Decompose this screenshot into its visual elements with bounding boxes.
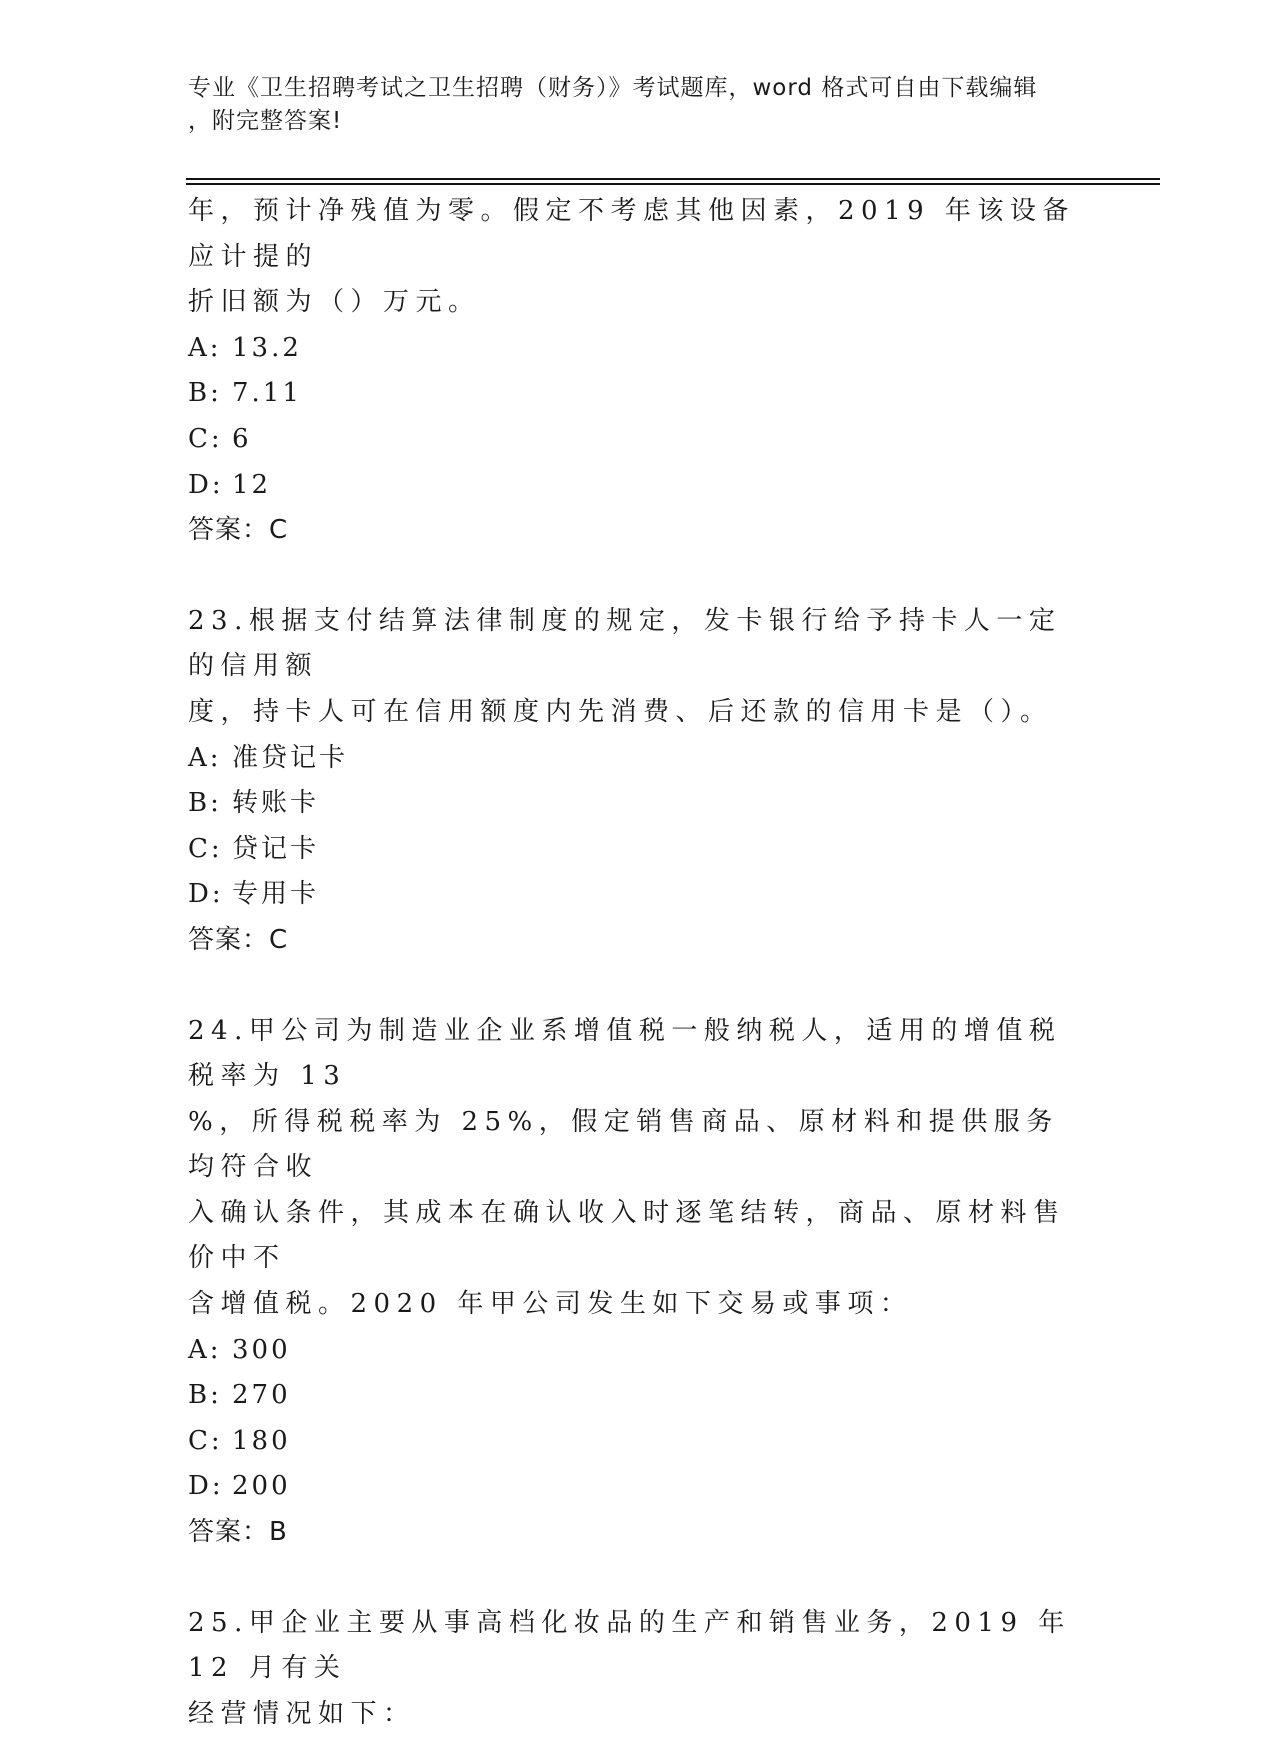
option-letter: B: (188, 378, 222, 409)
option-text: 300 (232, 1334, 291, 1365)
option-text: 准贷记卡 (232, 742, 349, 773)
option-text: 6 (232, 423, 252, 454)
option-text: 200 (232, 1471, 291, 1502)
question-spacer (188, 554, 1088, 599)
question-text-line: 23.根据支付结算法律制度的规定，发卡银行给予持卡人一定的信用额 (188, 605, 1062, 682)
question-text-line: 折旧额为（）万元。 (188, 287, 481, 318)
question-spacer (188, 1556, 1088, 1601)
header-line-1: 专业《卫生招聘考试之卫生招聘（财务）》考试题库，word 格式可自由下载编辑 (188, 75, 1038, 101)
option-letter: C: (188, 833, 223, 864)
question-text-line: 年，预计净残值为零。假定不考虑其他因素，2019 年该设备应计提的 (188, 196, 1075, 272)
option-letter: B: (188, 1380, 222, 1411)
option-c (188, 417, 1088, 463)
question-text-line: 24.甲公司为制造业企业系增值税一般纳税人，适用的增值税税率为 13 (188, 1015, 1062, 1092)
option-letter: D: (188, 1471, 224, 1502)
header-line-2: ，附完整答案! (188, 108, 343, 134)
document-header (188, 72, 1068, 138)
option-d (188, 872, 1088, 918)
option-c (188, 1419, 1088, 1465)
option-letter: A: (188, 742, 222, 773)
question-text-line: 经营情况如下： (188, 1698, 416, 1729)
question-text-line: 含增值税。2020 年甲公司发生如下交易或事项： (188, 1289, 913, 1320)
option-letter: C: (188, 1425, 223, 1456)
option-d (188, 463, 1088, 509)
question-block (188, 1009, 1088, 1556)
option-text: 专用卡 (232, 879, 320, 910)
option-b (188, 781, 1088, 827)
question-text-line: %，所得税税率为 25%，假定销售商品、原材料和提供服务均符合收 (188, 1106, 1059, 1183)
option-text: 转账卡 (232, 788, 320, 819)
option-c (188, 827, 1088, 873)
header-divider-top (186, 178, 1160, 180)
question-text-line: 25.甲企业主要从事高档化妆品的生产和销售业务，2019 年 12 月有关 (188, 1607, 1071, 1684)
question-spacer (188, 964, 1088, 1009)
question-block (188, 1601, 1088, 1737)
option-text: 180 (232, 1425, 291, 1456)
option-letter: D: (188, 469, 224, 500)
option-letter: A: (188, 1334, 222, 1365)
option-d (188, 1464, 1088, 1510)
option-a (188, 1328, 1088, 1374)
question-text-line: 入确认条件，其成本在确认收入时逐笔结转，商品、原材料售价中不 (188, 1197, 1066, 1274)
option-letter: A: (188, 332, 222, 363)
option-letter: B: (188, 788, 222, 819)
option-b (188, 1373, 1088, 1419)
option-text: 13.2 (232, 332, 302, 363)
option-text: 270 (232, 1380, 291, 1411)
option-letter: C: (188, 423, 223, 454)
option-a (188, 326, 1088, 372)
question-block (188, 599, 1088, 964)
header-divider-bottom (186, 183, 1160, 185)
answer-line: 答案：C (188, 924, 289, 955)
option-text: 7.11 (232, 378, 302, 409)
question-list (188, 189, 1088, 1737)
option-a (188, 736, 1088, 782)
answer-line: 答案：B (188, 1517, 288, 1548)
option-letter: D: (188, 879, 224, 910)
option-b (188, 371, 1088, 417)
question-block (188, 189, 1088, 554)
question-text-line: 度，持卡人可在信用额度内先消费、后还款的信用卡是（）。 (188, 696, 1053, 727)
option-text: 12 (232, 469, 272, 500)
answer-line: 答案：C (188, 515, 289, 546)
option-text: 贷记卡 (232, 833, 320, 864)
